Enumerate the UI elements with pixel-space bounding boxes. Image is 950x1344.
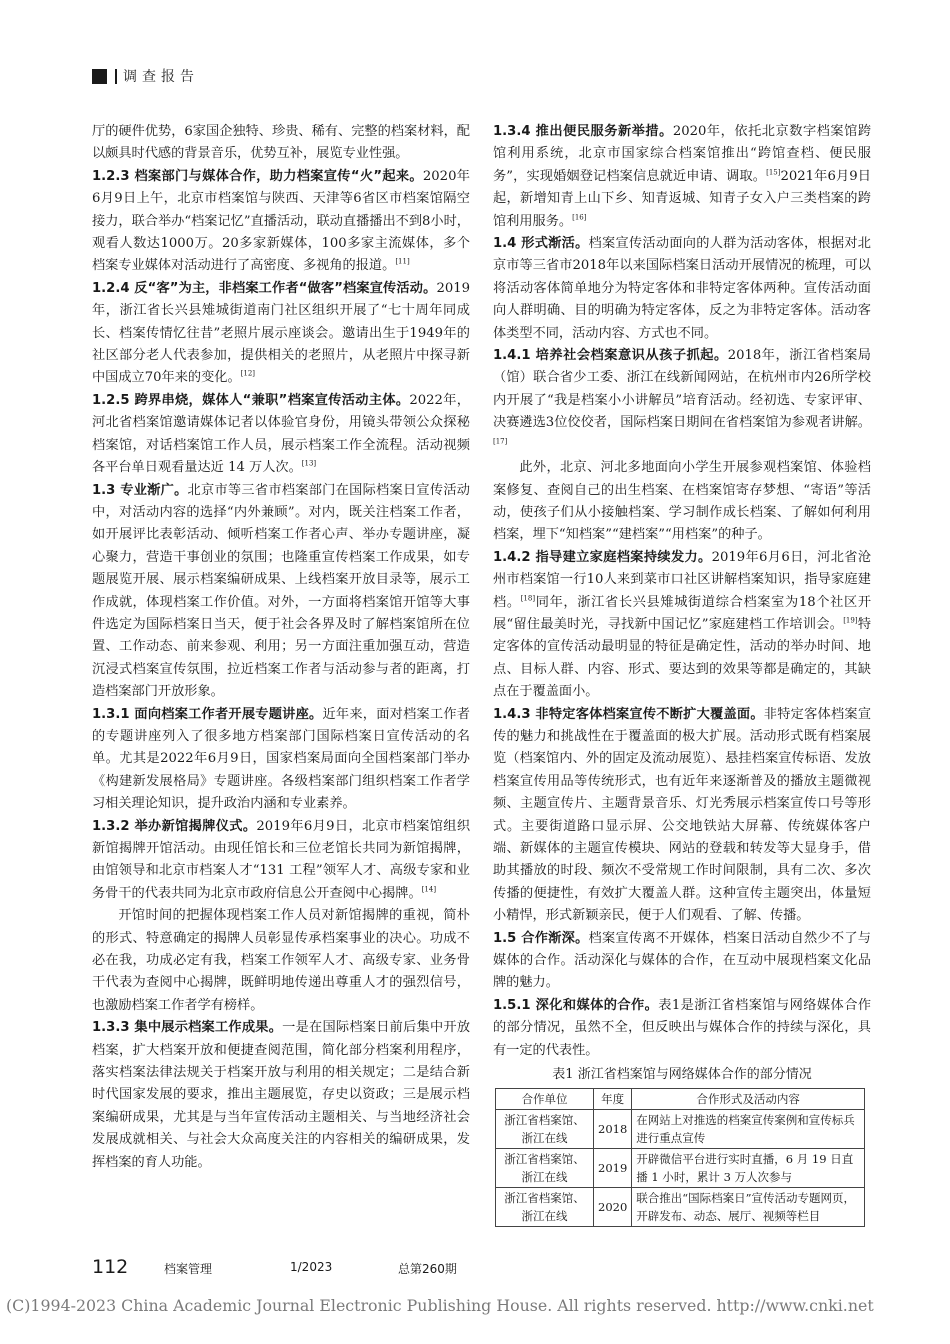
column-header: 合作单位: [496, 1089, 594, 1110]
section-text: 一是在国际档案日前后集中开放档案，扩大档案开放和便捷查阅范围，简化部分档案利用程序，落实档案法律法规关于档案开放与利用的相关规定；二是结合新时代国家发展的要求，推出主题展览，存史以资政；三是展示档案编研成果，尤其是与当年宣传活动主题相关、与当地经济社会发展成就相关、与社会大众高度关注的内容相关的编研成果，发挥档案的育人功能。: [92, 1020, 471, 1170]
column-header: 合作形式及活动内容: [632, 1089, 865, 1110]
section-1-3-2: [92, 816, 470, 906]
section-text: 北京市等三省市档案部门在国际档案日宣传活动中，对活动内容的选择“内外兼顾”。对内，既关注档案工作者，如开展评比表彰活动、倾听档案工作者心声、举办专题讲座，凝心聚力，营造干事创业的氛围；也隆重宣传档案工作成果，如专题展览开展、展示档案编研成果、上线档案开放目录等，展示工作成就，体现档案工作价值。对外，一方面将档案馆开馆等大事件选定为国际档案日当天，便于社会各界及时了解档案馆所在位置、工作动态、前来参观、利用；另一方面注重加强互动，营造沉浸式档案宣传氛围，拉近档案工作者与活动参与者的距离，打造档案部门开放形象。: [92, 482, 470, 700]
total-issue: 总第260期: [398, 1262, 457, 1276]
paragraph: 开馆时间的把握体现档案工作人员对新馆揭牌的重视，简朴的形式、特意确定的揭牌人员彰显传承档案事业的决心。功成不必在我，功成必定有我，档案工作领军人才、高级专家、业务骨干代表为查阅中心揭牌，既鲜明地传递出尊重人才的强烈信号，也激励档案工作者学有榜样。: [92, 908, 470, 1013]
section-text: 近年来，面对档案工作者的专题讲座列入了很多地方档案部门国际档案日宣传活动的名单。尤其是2022年6月9日，国家档案局面向全国档案部门举办《构建新发展格局》专题讲座。各级档案部门组织档案工作者学习相关理论知识，提升政治内涵和专业素养。: [92, 706, 470, 812]
table-header-row: [496, 1089, 865, 1110]
table-cell: 2019: [594, 1149, 632, 1188]
section-heading: 1.3.2 举办新馆揭牌仪式。: [92, 818, 257, 834]
section-heading: 1.3 专业渐广。: [92, 482, 188, 498]
header-divider: [115, 69, 117, 84]
table-row: [496, 1110, 865, 1149]
section-1-5-1: [493, 995, 871, 1062]
cooperation-table: [495, 1088, 865, 1227]
citation: [14]: [421, 885, 437, 894]
section-text: 特定客体的宣传活动最明显的特征是确定性，活动的举办时间、地点、目标人群、内容、形式、要达到的效果等都是确定的，其缺点在于覆盖面小。: [493, 616, 872, 700]
section-1-2-4: [92, 278, 470, 390]
section-text: 2019年6月6日，河北省沧州市档案馆一行10人来到菜市口社区讲解档案知识，指导家庭建档。: [493, 549, 872, 610]
citation: [13]: [301, 459, 317, 468]
citation: [18]: [520, 594, 536, 603]
section-1-3-1: [92, 704, 470, 816]
table-cell: 2020: [594, 1188, 632, 1227]
table-cell: 开辟微信平台进行实时直播，6 月 19 日直播 1 小时，累计 3 万人次参与: [632, 1149, 865, 1188]
section-text: 同年，浙江省长兴县雉城街道综合档案室为18个社区开展“留住最美时光，寻找新中国记忆”家庭建档工作培训会。: [493, 594, 872, 632]
section-1-5: [493, 928, 871, 995]
citation: [16]: [572, 213, 587, 222]
section-text: 档案宣传活动面向的人群为活动客体，根据对北京市等三省市2018年以来国际档案日活动开展情况的梳理，可以将活动客体简单地分为特定客体和非特定客体两种。宣传活动面向人群明确、目的明确为特定客体，反之为非特定客体。活动客体类型不同，活动内容、方式也不同。: [493, 236, 871, 341]
left-column: [92, 121, 470, 1174]
table-row: [496, 1188, 865, 1227]
section-heading: 1.2.3 档案部门与媒体合作，助力档案宣传“火”起来。: [92, 168, 423, 184]
section-heading: 1.3.1 面向档案工作者开展专题讲座。: [92, 706, 323, 722]
citation: [11]: [395, 258, 410, 267]
section-heading: 1.5.1 深化和媒体的合作。: [493, 997, 659, 1013]
section-heading: 1.3.3 集中展示档案工作成果。: [92, 1020, 283, 1036]
section-heading: 1.3.4 推出便民服务新举措。: [493, 124, 673, 139]
section-text: 2020年6月9日上午，北京市档案馆与陕西、天津等6省区市档案馆隔空接力，联合举办“档案记忆”直播活动，联动直播播出不到8小时，观看人数达1000万。20多家新媒体，100多家主流媒体，多个档案专业媒体对活动进行了高密度、多视角的报道。: [92, 168, 470, 274]
table-cell: 浙江省档案馆、浙江在线: [496, 1149, 594, 1188]
table-cell: 2018: [594, 1110, 632, 1149]
table-caption: 表1 浙江省档案馆与网络媒体合作的部分情况: [552, 1067, 812, 1083]
citation: [17]: [493, 437, 508, 446]
table-cell: 浙江省档案馆、浙江在线: [496, 1188, 594, 1227]
column-header: 年度: [594, 1089, 632, 1110]
section-1-4-2: [493, 547, 871, 704]
section-text: 2018年，浙江省档案局（馆）联合省少工委、浙江在线新闻网站，在杭州市内26所学校内开展了“我是档案小小讲解员”培育活动。经初选、专家评审、决赛遴选3位佼佼者，国际档案日期间在省档案馆为参观者讲解。: [493, 348, 871, 431]
table-cell: 在网站上对推选的档案宣传案例和宣传标兵进行重点宣传: [632, 1110, 865, 1149]
right-column: [493, 121, 871, 1227]
section-heading: 1.4.2 指导建立家庭档案持续发力。: [493, 549, 712, 565]
section-1-4-3: [493, 704, 871, 928]
running-header: [92, 66, 199, 86]
section-heading: 1.4.3 非特定客体档案宣传不断扩大覆盖面。: [493, 706, 764, 722]
section-text: 2021年6月9日起，新增知青上山下乡、知青返城、知青子女入户三类档案的跨馆利用服务。: [493, 168, 871, 229]
section-1-2-3: [92, 166, 470, 278]
table-cell: 浙江省档案馆、浙江在线: [496, 1110, 594, 1149]
section-text: 2019年，浙江省长兴县雉城街道南门社区组织开展了“七十周年同成长、档案传情忆往昔”老照片展示座谈会。邀请出生于1949年的社区部分老人代表参加，提供相关的老照片，从老照片中探寻新中国成立70年来的变化。: [92, 280, 470, 386]
section-name: 调查报告: [123, 69, 199, 85]
section-text: 表1是浙江省档案馆与网络媒体合作的部分情况，虽然不全，但反映出与媒体合作的持续与深化，具有一定的代表性。: [493, 997, 872, 1058]
issue-number: 1/2023: [290, 1260, 333, 1274]
section-text: 档案宣传离不开媒体，档案日活动自然少不了与媒体的合作。活动深化与媒体的合作，在互动中展现档案文化品牌的魅力。: [493, 930, 871, 991]
table-cell: 联合推出“国际档案日”宣传活动专题网页，开辟发布、动态、展厅、视频等栏目: [632, 1188, 865, 1227]
header-square-mark: [92, 69, 107, 84]
section-text: 2020年，依托北京数字档案馆跨馆利用系统，北京市国家综合档案馆推出“跨馆查档、便民服务”，实现婚姻登记档案信息就近申请、调取。: [493, 124, 872, 184]
citation: [12]: [240, 370, 256, 379]
section-1-3-4: [493, 121, 871, 233]
section-text: 2019年6月9日，北京市档案馆组织新馆揭牌开馆活动。由现任馆长和三位老馆长共同为新馆揭牌，由馆领导和北京市档案人才“131 工程”领军人才、高级专家和业务骨干的代表共同为北京市政府信息公开查阅中心揭牌。: [92, 818, 471, 901]
section-text: 非特定客体档案宣传的魅力和挑战性在于覆盖面的极大扩展。活动形式既有档案展览（档案馆内、外的固定及流动展览）、悬挂档案宣传标语、发放档案宣传用品等传统形式，也有近年来逐渐普及的播放主题微视频、主题宣传片、主题背景音乐、灯光秀展示档案宣传口号等形式。主要街道路口显示屏、公交地铁站大屏幕、传统媒体客户端、新媒体的主题宣传模块、网站的登载和转发等大显身手，借助其播放的时段、频次不受常规工作时间限制，具有二次、多次传播的便捷性，有效扩大覆盖人群。这种宣传主题突出，体量短小精悍，形式新颖亲民，便于人们观看、了解、传播。: [493, 706, 872, 924]
table-row: [496, 1149, 865, 1188]
citation: [19]: [843, 616, 858, 625]
section-heading: 1.2.5 跨界串烧，媒体人“兼职”档案宣传活动主体。: [92, 392, 410, 408]
paragraph: 厅的硬件优势，6家国企独特、珍贵、稀有、完整的档案材料，配以颇具时代感的背景音乐，优势互补，展览专业性强。: [92, 124, 470, 162]
section-1-3: [92, 480, 470, 704]
section-1-3-3: [92, 1017, 470, 1174]
citation: [15]: [766, 168, 781, 177]
copyright-notice: (C)1994-2023 China Academic Journal Electronic Publishing House. All rights reserved. http://www.cnki.net: [6, 1296, 874, 1315]
page-number: 112: [92, 1256, 129, 1278]
section-heading: 1.2.4 反“客”为主，非档案工作者“做客”档案宣传活动。: [92, 280, 437, 296]
paragraph: 此外，北京、河北多地面向小学生开展参观档案馆、体验档案修复、查阅自己的出生档案、在档案馆寄存梦想、“寄语”等活动，使孩子们从小接触档案、学习制作成长档案、了解如何利用档案，埋下“知档案”“建档案”“用档案”的种子。: [493, 460, 871, 543]
section-text: 2022年，河北省档案馆邀请媒体记者以体验官身份，用镜头带领公众探秘档案馆，对话档案馆工作人员，展示档案工作全流程。活动视频各平台单日观看量达近 14 万人次。: [92, 392, 470, 476]
section-1-2-5: [92, 390, 470, 480]
journal-name: 档案管理: [164, 1262, 213, 1276]
page-footer: [92, 1256, 492, 1284]
section-1-4-1: [493, 345, 871, 457]
section-heading: 1.4 形式渐活。: [493, 236, 589, 252]
section-heading: 1.4.1 培养社会档案意识从孩子抓起。: [493, 348, 728, 364]
section-1-4: [493, 233, 871, 345]
section-heading: 1.5 合作渐深。: [493, 930, 589, 946]
